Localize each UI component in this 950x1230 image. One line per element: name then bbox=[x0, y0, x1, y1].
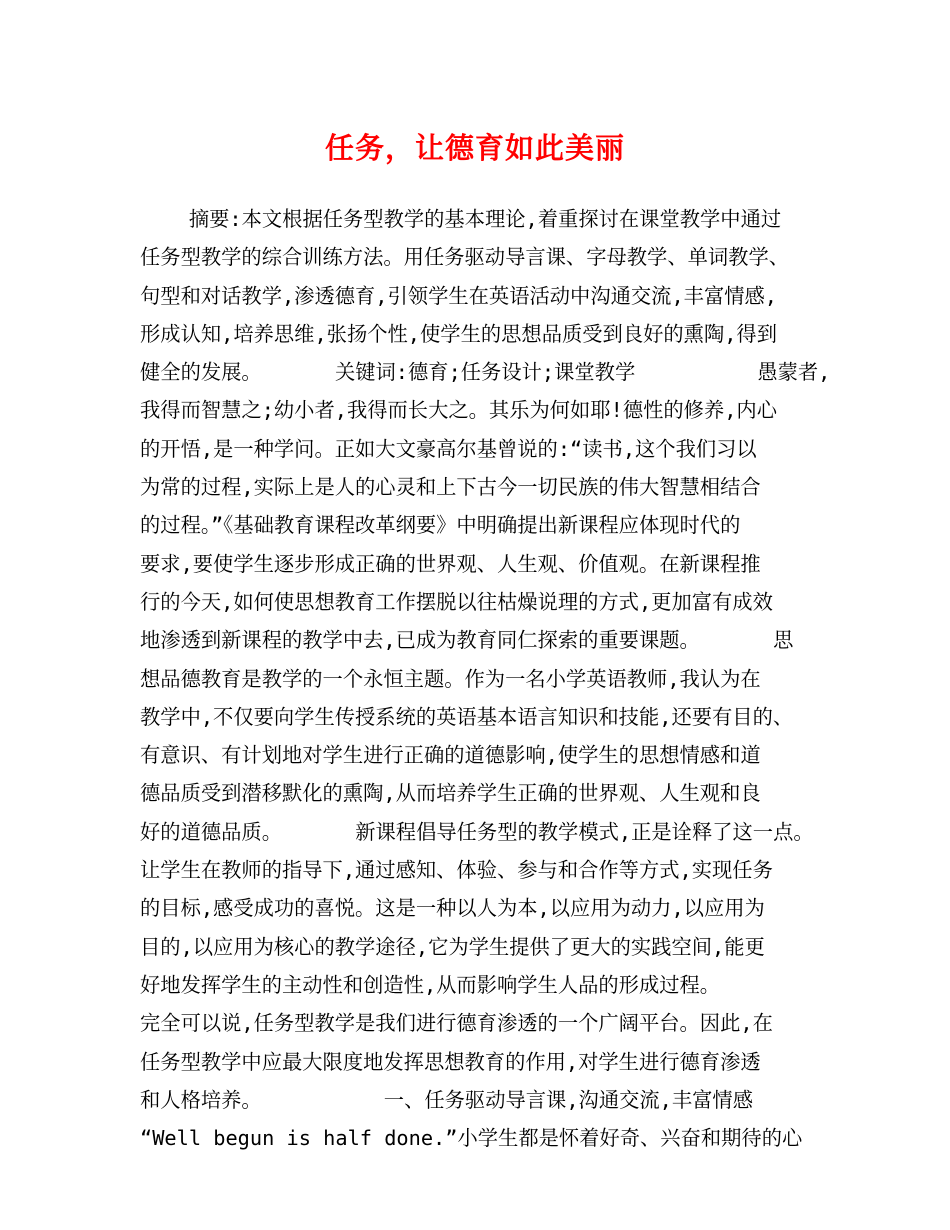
body-text-line: “Well begun is half done.”小学生都是怀着好奇、兴奋和期待的心 bbox=[140, 1126, 803, 1151]
body-text-line: 目的,以应用为核心的教学途径,它为学生提供了更大的实践空间,能更 bbox=[140, 934, 765, 959]
body-text-line: 我得而智慧之;幼小者,我得而长大之。其乐为何如耶!德性的修养,内心 bbox=[140, 398, 777, 423]
body-text-line: 行的今天,如何使思想教育工作摆脱以往枯燥说理的方式,更加富有成效 bbox=[140, 589, 773, 614]
body-text-line: 为常的过程,实际上是人的心灵和上下古今一切民族的伟大智慧相结合 bbox=[140, 475, 761, 500]
body-text-line: 句型和对话教学,渗透德育,引领学生在英语活动中沟通交流,丰富情感, bbox=[140, 283, 777, 308]
body-text-line: 教学中,不仅要向学生传授系统的英语基本语言知识和技能,还要有目的、 bbox=[140, 704, 794, 729]
body-text-line: 让学生在教师的指导下,通过感知、体验、参与和合作等方式,实现任务 bbox=[140, 858, 773, 883]
body-text-line: 任务型教学的综合训练方法。用任务驱动导言课、字母教学、单词教学、 bbox=[140, 245, 790, 270]
body-text-line: 有意识、有计划地对学生进行正确的道德影响,使学生的思想情感和道 bbox=[140, 743, 761, 768]
body-text-line: 好的道德品质。 新课程倡导任务型的教学模式,正是诠释了这一点。 bbox=[140, 819, 814, 844]
body-text-line: 想品德教育是教学的一个永恒主题。作为一名小学英语教师,我认为在 bbox=[140, 666, 761, 691]
body-text-line: 的开悟,是一种学问。正如大文豪高尔基曾说的:“读书,这个我们习以 bbox=[140, 436, 757, 461]
body-text-line: 和人格培养。 一、任务驱动导言课,沟通交流,丰富情感 bbox=[140, 1087, 753, 1112]
body-text-line: 完全可以说,任务型教学是我们进行德育渗透的一个广阔平台。因此,在 bbox=[140, 1011, 773, 1036]
body-text-line: 地渗透到新课程的教学中去,已成为教育同仁探索的重要课题。 思 bbox=[140, 628, 794, 653]
body-text-line: 的过程。”《基础教育课程改革纲要》中明确提出新课程应体现时代的 bbox=[140, 513, 741, 538]
document-body bbox=[140, 200, 830, 1157]
body-text-line: 形成认知,培养思维,张扬个性,使学生的思想品质受到良好的熏陶,得到 bbox=[140, 321, 777, 346]
body-text-line: 好地发挥学生的主动性和创造性,从而影响学生人品的形成过程。 bbox=[140, 972, 721, 997]
body-text-line: 德品质受到潜移默化的熏陶,从而培养学生正确的世界观、人生观和良 bbox=[140, 781, 761, 806]
body-text-line: 要求,要使学生逐步形成正确的世界观、人生观、价值观。在新课程推 bbox=[140, 551, 761, 576]
document-title: 任务，让德育如此美丽 bbox=[324, 131, 625, 165]
body-text-line: 任务型教学中应最大限度地发挥思想教育的作用,对学生进行德育渗透 bbox=[140, 1049, 761, 1074]
body-text-line: 的目标,感受成功的喜悦。这是一种以人为本,以应用为动力,以应用为 bbox=[140, 896, 765, 921]
body-text-line: 摘要:本文根据任务型教学的基本理论,着重探讨在课堂教学中通过 bbox=[140, 207, 782, 231]
body-text-line: 健全的发展。 关键词:德育;任务设计;课堂教学 愚蒙者, bbox=[140, 360, 830, 385]
